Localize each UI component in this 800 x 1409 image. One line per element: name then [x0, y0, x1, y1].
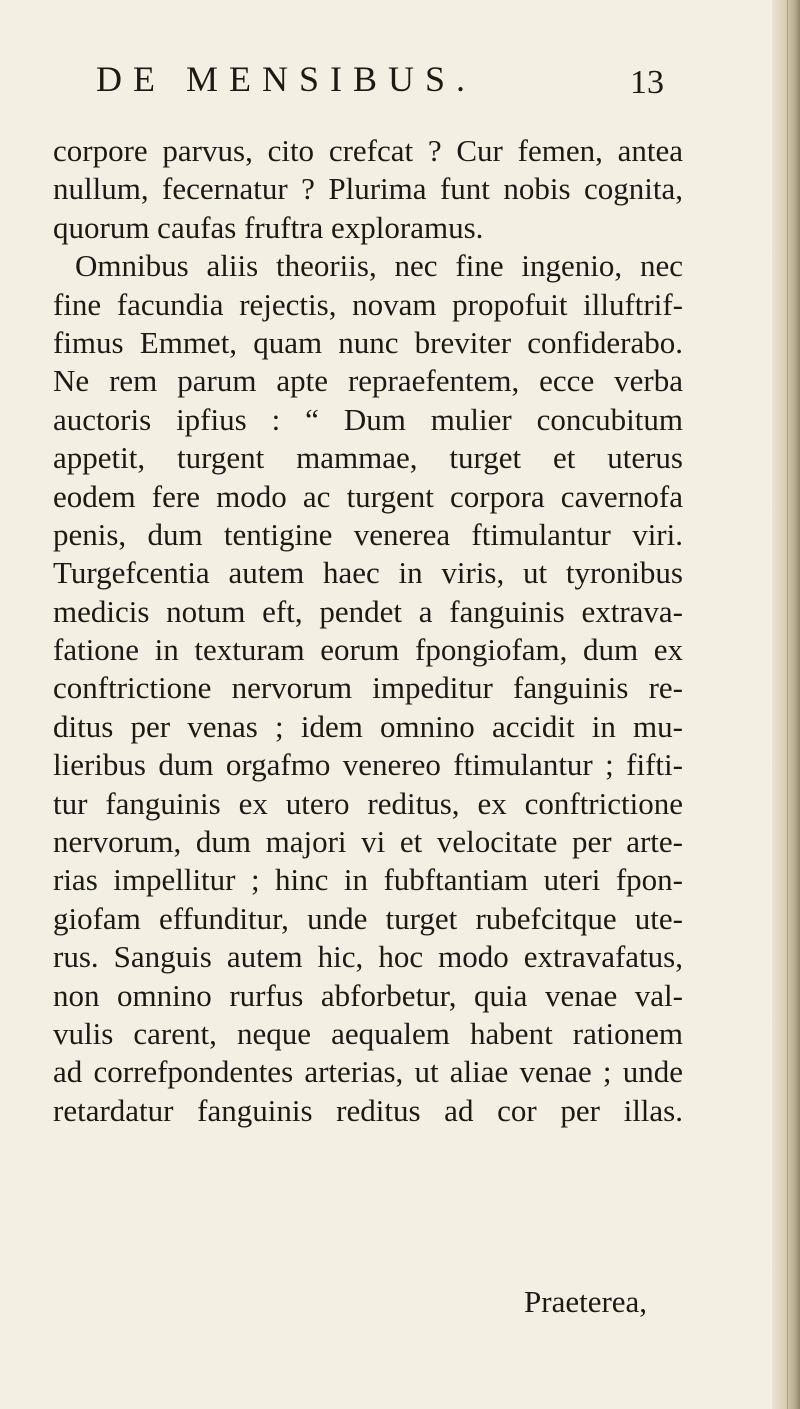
- text-line: giofam effunditur, unde turget rubefcitque ute-: [53, 900, 683, 936]
- body-text: [53, 132, 683, 1130]
- text-line: medicis notum eft, pendet a fanguinis extrava-: [53, 593, 683, 629]
- running-head: DE MENSIBUS.: [96, 59, 477, 99]
- text-line: retardatur fanguinis reditus ad cor per illas.: [53, 1092, 683, 1128]
- text-line: conftrictione nervorum impeditur fanguinis re-: [53, 670, 683, 706]
- text-line: non omnino rurfus abforbetur, quia venae val-: [53, 977, 683, 1013]
- text-line: fatione in texturam eorum fpongiofam, dum ex: [53, 632, 683, 668]
- text-line: ditus per venas ; idem omnino accidit in mu-: [53, 708, 683, 744]
- text-line: appetit, turgent mammae, turget et uterus: [53, 440, 683, 476]
- text-line: Ne rem parum apte repraefentem, ecce verba: [53, 363, 683, 399]
- text-line: fimus Emmet, quam nunc breviter confiderabo.: [53, 324, 683, 360]
- text-line: fine facundia rejectis, novam propofuit illuftrif-: [53, 286, 683, 322]
- text-line: eodem fere modo ac turgent corpora cavernofa: [53, 478, 683, 514]
- page-edge-line: [787, 0, 788, 1409]
- text-line: penis, dum tentigine venerea ftimulantur viri.: [53, 516, 683, 552]
- text-line: auctoris ipfius : “ Dum mulier concubitum: [53, 401, 683, 437]
- text-line: lieribus dum orgafmo venereo ftimulantur ; fifti-: [53, 747, 683, 783]
- text-line: corpore parvus, cito crefcat ? Cur femen, antea: [53, 133, 683, 168]
- text-line: tur fanguinis ex utero reditus, ex conftrictione: [53, 785, 683, 821]
- catchword: Praeterea,: [524, 1284, 648, 1319]
- text-line: nervorum, dum majori vi et velocitate per arte-: [53, 824, 683, 860]
- page-header: [96, 58, 696, 106]
- text-line: Turgefcentia autem haec in viris, ut tyronibus: [53, 555, 683, 591]
- page-number: 13: [630, 64, 664, 101]
- text-line: vulis carent, neque aequalem habent rationem: [53, 1015, 683, 1051]
- page-edge-shadow: [772, 0, 800, 1409]
- text-line: ad correfpondentes arterias, ut aliae venae ; unde: [53, 1054, 683, 1090]
- text-line: rus. Sanguis autem hic, hoc modo extravafatus,: [53, 939, 683, 975]
- text-line: nullum, fecernatur ? Plurima funt nobis cognita,: [53, 171, 683, 207]
- text-line: Omnibus aliis theoriis, nec fine ingenio, nec: [75, 248, 683, 284]
- text-line: rias impellitur ; hinc in fubftantiam uteri fpon-: [53, 862, 683, 898]
- text-line: quorum caufas fruftra exploramus.: [53, 209, 484, 245]
